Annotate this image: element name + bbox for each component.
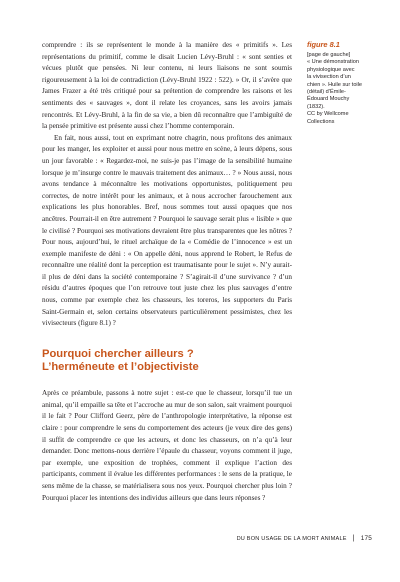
caption-line: Édouard Mouchy bbox=[307, 96, 350, 103]
caption-line: CC by Wellcome bbox=[307, 111, 349, 118]
caption-line: Collections bbox=[307, 118, 335, 125]
caption-line: (1832). bbox=[307, 103, 325, 110]
running-title: DU BON USAGE DE LA MORT ANIMALE bbox=[236, 535, 347, 542]
figure-label: figure 8.1 bbox=[307, 40, 340, 49]
section-heading-line-2: L’herméneute et l’objectiviste bbox=[42, 361, 199, 374]
paragraph-2: En fait, nous aussi, tout en exprimant notre chagrin, nous profitons des animaux pour les manger, les exploiter et aussi pour nous mettre en scène, à leurs dépens, sous un jour favorable : « Regardez-moi, ne suis-je pas l’image de la sensibilité humaine lorsque je m’insurge contre le mauvais traitement des animaux… ? » Nous aussi, nous avons tendance à méconnaître les motivations opportunistes, politiquement peu correctes, de notre intérêt pour les animaux, et à nous accrocher farouchement aux explications les plus honorables. Bref, nous sommes tout aussi opaques que nos ancêtres. Pourrait-il en être autrement ? Pourquoi le sauvage serait plus « lisible » que le civilisé ? Pourquoi ses motivations devraient être plus transparentes que les nôtres ? Pour nous, aujourd’hui, le rituel archaïque de la « Comédie de l’innocence » est un exemple manifeste de déni : « On appelle déni, nous apprend le Robert, le Refus de reconnaître une réalité dont la perception est traumatisante pour le sujet ». N’y aurait-il plus de déni dans la société contemporaine ? S’agirait-il d’une survivance ? d’un résidu d’autres époques que l’on retrouve tout juste chez les plus sauvages d’entre nous, comme par exemple chez les chasseurs, les toreros, les supporters du Paris Saint-Germain et, selon certains observateurs particulièrement pessimistes, chez les vivisecteurs (figure 8.1) ? bbox=[42, 133, 292, 328]
caption-line: « Une démonstration bbox=[307, 59, 359, 66]
caption-line: physiologique avec bbox=[307, 66, 355, 73]
section-heading-line-1: Pourquoi chercher ailleurs ? bbox=[42, 347, 194, 360]
paragraph-3: Après ce préambule, passons à notre sujet : est-ce que le chasseur, lorsqu’il tue un animal, qu’il empaille sa tête et l’accroche au mur de son salon, sait vraiment pourquoi il le fait ? Pour Clifford Geerz, père de l’anthropologie interprétative, la réponse est claire : pour comprendre le sens du comportement des acteurs (je veux dire des gens) il suffit de comprendre ce que les acteurs, et donc les chasseurs, on n’a qu’à leur demander. Donc mettons-nous derrière l’épaule du chasseur, voyons comment il juge, par exemple, une exposition de trophées, comment il explique l’action des participants, comment il évalue les différentes performances : le sens de la pratique, le sens même de la chasse, se matérialisera sous nos yeux. Pourquoi chercher plus loin ? Pourquoi placer les intentions des individus ailleurs que dans leurs réponses ? bbox=[42, 389, 292, 502]
main-text-column bbox=[42, 40, 292, 504]
footer-separator: | bbox=[352, 535, 355, 542]
page-footer bbox=[200, 535, 372, 542]
figure-caption bbox=[307, 40, 373, 126]
caption-line: chien ». Huile sur toile bbox=[307, 81, 363, 88]
page-number: 175 bbox=[360, 535, 372, 542]
caption-line: [page de gauche] bbox=[307, 52, 351, 58]
caption-line: la vivisection d’un bbox=[307, 74, 351, 81]
caption-line: (détail) d’Émile- bbox=[307, 89, 346, 96]
section-heading bbox=[42, 348, 292, 374]
paragraph-1: comprendre : ils se représentent le monde à la manière des « primitifs ». Les représentations du primitif, comme le disait Lucien Lévy-Bruhl : « sont senties et vécues plutôt que pensées. Ni leur contenu, ni leurs liaisons ne sont soumis rigoureusement à la loi de contradiction (Lévy-Bruhl 1922 : 522). » Or, il s’avère que James Frazer a été très critiqué pour sa prétention de comprendre les raisons et les sentiments des « sauvages », dont il relate les croyances, sans les avoirs jamais rencontrés. Et Lévy-Bruhl, à la fin de sa vie, a bien dû reconnaître que l’ambiguïté de la pensée primitive est présente aussi chez l’homme contemporain. bbox=[42, 41, 292, 131]
